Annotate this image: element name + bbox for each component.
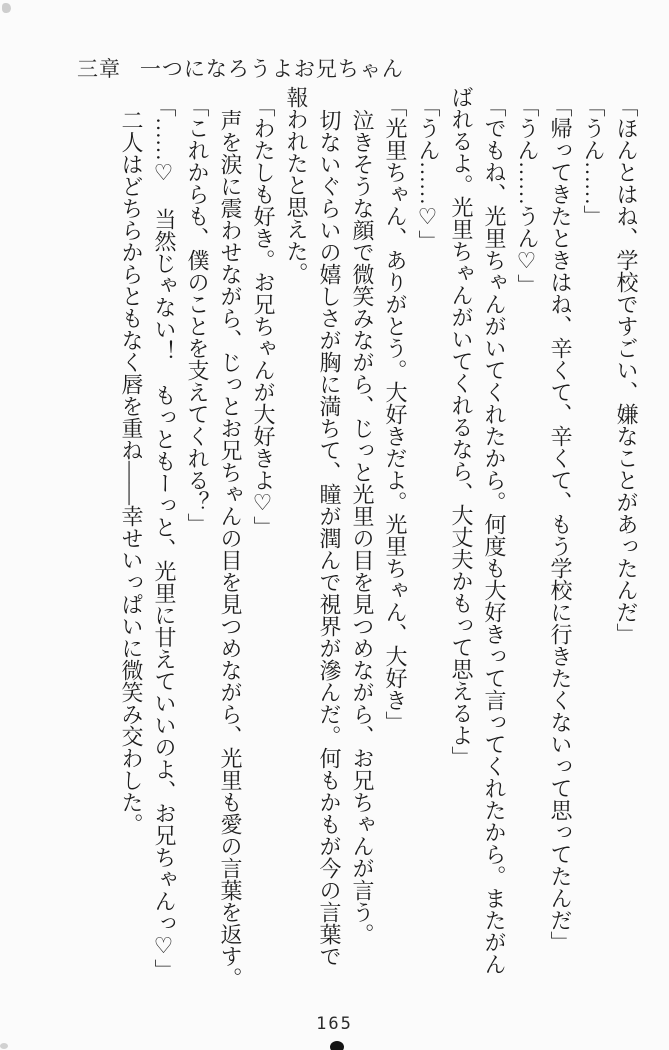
text-line: 「帰ってきたときはね、辛くて、辛くて、もう学校に行きたくないって思ってたんだ」 (548, 95, 573, 953)
vertical-text-block (115, 86, 643, 1026)
scan-smudge-bottom-left (0, 1043, 8, 1049)
text-line: 「光里ちゃん、ありがとう。大好きだよ。光里ちゃん、大好き」 (383, 95, 408, 733)
text-line: 「でもね、光里ちゃんがいてくれたから。何度も大好きって言ってくれたから。またがん (482, 95, 507, 975)
text-line: 切ないぐらいの嬉しさが胸に満ちて、瞳が潤んで視界が滲んだ。何もかもが今の言葉で (317, 109, 342, 967)
text-line: 報われたと思えた。 (284, 86, 309, 284)
text-line: 声を涙に震わせながら、じっとお兄ちゃんの目を見つめながら、光里も愛の言葉を返す。 (218, 109, 243, 989)
text-line: 二人はどちらからともなく唇を重ね——幸せいっぱいに微笑み交わした。 (119, 109, 144, 835)
text-line: 「ほんとはね、学校ですごい、嫌なことがあったんだ」 (614, 95, 639, 645)
folio-dot (330, 1041, 344, 1050)
chapter-number: 三章 (77, 57, 121, 81)
text-line: ばれるよ。光里ちゃんがいてくれるなら、大丈夫かもって思えるよ」 (449, 86, 474, 768)
text-line: 泣きそうな顔で微笑みながら、じっと光里の目を見つめながら、お兄ちゃんが言う。 (350, 109, 375, 945)
chapter-title: 一つになろうよお兄ちゃん (139, 57, 404, 81)
text-line: 「うん……うん♡」 (515, 95, 540, 296)
text-line: 「うん……♡」 (416, 95, 441, 252)
text-line: 「これからも、僕のことを支えてくれる？」 (185, 95, 210, 535)
text-line: 「……♡ 当然じゃない！ もっともーっと、光里に甘えていいのよ、お兄ちゃんっ♡」 (152, 95, 177, 981)
text-line: 「うん……」 (581, 95, 606, 227)
scan-smudge-top-left (2, 3, 11, 13)
text-line: 「わたしも好き。お兄ちゃんが大好きよ♡」 (251, 95, 276, 538)
page-number: 165 (316, 1014, 353, 1034)
